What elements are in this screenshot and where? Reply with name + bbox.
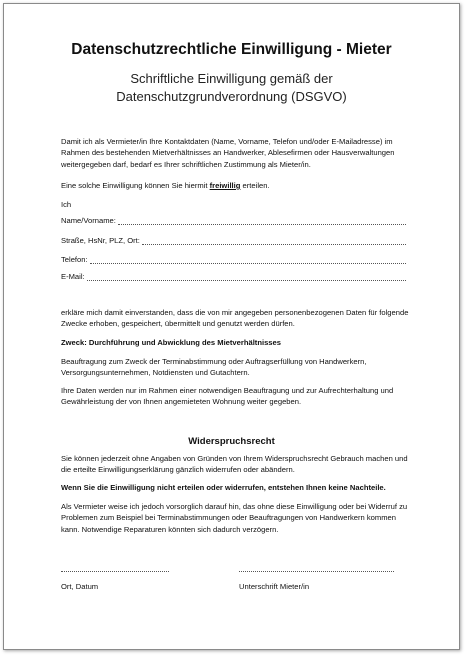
address-field-label: Straße, HsNr, PLZ, Ort: xyxy=(61,236,140,245)
name-field-line[interactable] xyxy=(118,216,406,225)
phone-field-line[interactable] xyxy=(90,255,406,264)
data-use-paragraph: Ihre Daten werden nur im Rahmen einer notwendigen Beauftragung und zur Aufrechterhaltung und Gewährleistung der von Ihnen angemieteten Wohnung weiter gegeben. xyxy=(61,386,394,407)
declaration-paragraph: erkläre mich damit einverstanden, dass die von mir angegeben personenbezogenen Daten für folgende Zwecke erhoben, gespeichert, übermittelt und genutzt werden dürfen. xyxy=(61,308,409,329)
document-title: Datenschutzrechtliche Einwilligung - Mieter xyxy=(71,41,392,58)
subtitle-line-2: Datenschutzgrundverordnung (DSGVO) xyxy=(116,89,347,104)
tenant-signature-label: Unterschrift Mieter/in xyxy=(239,582,310,591)
address-field-line[interactable] xyxy=(142,236,406,245)
purpose-heading: Zweck: Durchführung und Abwicklung des Mietverhältnisses xyxy=(61,338,281,347)
address-field[interactable] xyxy=(61,236,406,245)
consent-prefix: Eine solche Einwilligung können Sie hiermit xyxy=(61,181,208,190)
tenant-signature-line[interactable] xyxy=(239,570,394,572)
consent-paragraph xyxy=(61,180,411,191)
email-field-line[interactable] xyxy=(87,272,406,281)
subtitle-line-1: Schriftliche Einwilligung gemäß der xyxy=(130,71,333,86)
intro-paragraph: Damit ich als Vermieter/in Ihre Kontaktdaten (Name, Vorname, Telefon und/oder E-Mailadresse) im Rahmen des bestehenden Mietverhältnisses an Handwerker, Ablesefirmen oder Hausverwaltungen weitergegeben darf, bedarf es Ihrer schriftlichen Zustimmung als Mieter/in. xyxy=(61,137,395,169)
name-field[interactable] xyxy=(61,216,406,225)
document-page xyxy=(3,3,460,650)
revocation-paragraph: Sie können jederzeit ohne Angaben von Gründen von Ihrem Widerspruchsrecht Gebrauch machen und die erteilte Einwilligungserklärung gänzlich widerrufen oder abändern. xyxy=(61,454,408,475)
date-label: Ort, Datum xyxy=(61,582,99,591)
ich-label: Ich xyxy=(61,200,72,209)
name-field-label: Name/Vorname: xyxy=(61,216,116,225)
consent-suffix: erteilen. xyxy=(242,181,270,190)
date-signature-line[interactable] xyxy=(61,570,169,572)
email-field[interactable] xyxy=(61,272,406,281)
revocation-heading: Widerspruchsrecht xyxy=(188,436,275,447)
phone-field-label: Telefon: xyxy=(61,255,88,264)
purpose-detail: Beauftragung zum Zweck der Terminabstimmung oder Auftragserfüllung von Handwerkern, Versorgungsunternehmen, Notdiensten und Gutachtern. xyxy=(61,357,367,378)
email-field-label: E-Mail: xyxy=(61,272,85,281)
phone-field[interactable] xyxy=(61,255,406,264)
consent-emphasis: freiwillig xyxy=(209,181,241,190)
no-disadvantage-paragraph: Wenn Sie die Einwilligung nicht erteilen oder widerrufen, entstehen Ihnen keine Nachteile. xyxy=(61,483,386,492)
document-subtitle xyxy=(4,70,459,106)
notice-paragraph: Als Vermieter weise ich jedoch vorsorglich darauf hin, das ohne diese Einwilligung oder bei Widerruf zu Problemen zum Beispiel bei Terminabstimmungen oder Beauftragungen von Handwerkern kommen kann. Notwendige Reparaturen könnten sich dadurch verzögern. xyxy=(61,502,408,534)
